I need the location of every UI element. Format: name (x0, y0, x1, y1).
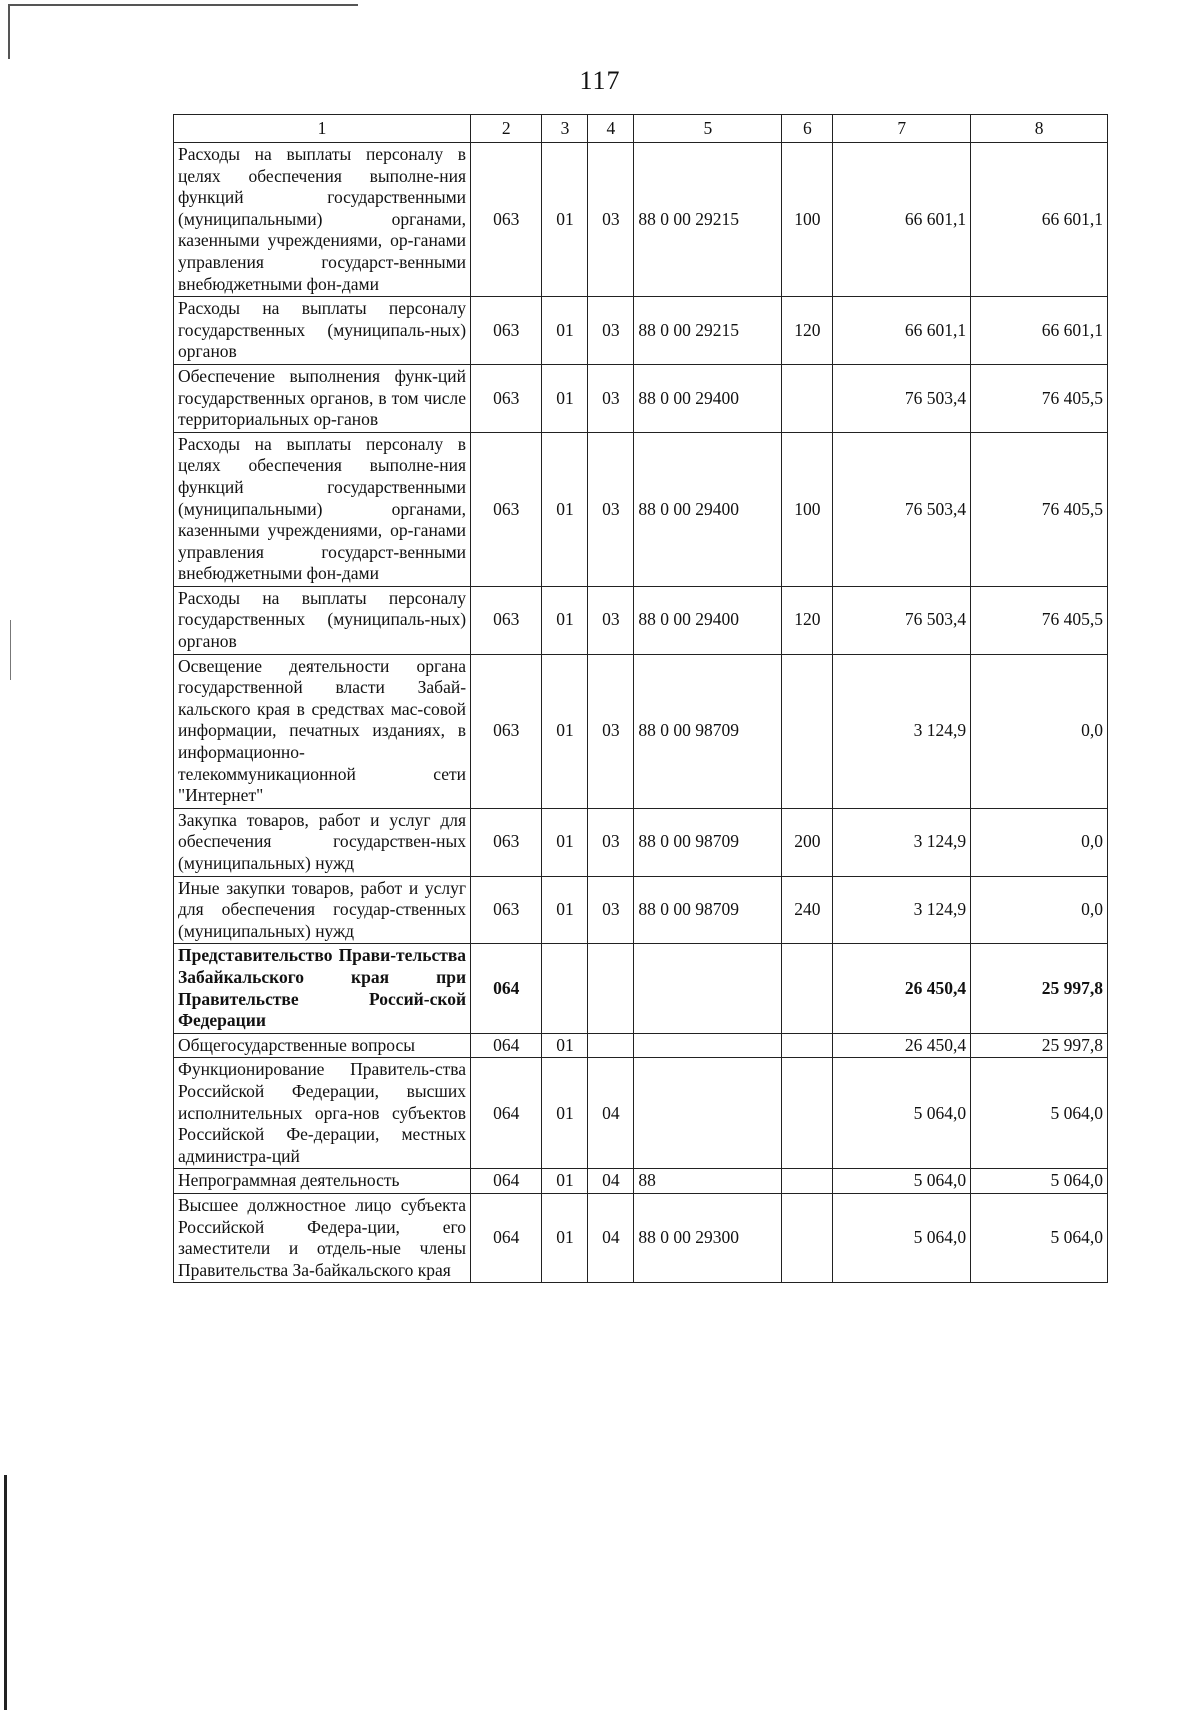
row-amount-executed: 5 064,0 (971, 1169, 1108, 1194)
row-subsection (588, 944, 634, 1033)
row-expense-type: 240 (782, 876, 833, 944)
row-amount-approved: 76 503,4 (833, 364, 971, 432)
row-amount-approved: 66 601,1 (833, 297, 971, 365)
row-target-article: 88 0 00 29400 (634, 586, 782, 654)
row-subsection: 03 (588, 432, 634, 586)
row-amount-executed: 25 997,8 (971, 1033, 1108, 1058)
row-subsection: 03 (588, 143, 634, 297)
header-col-5: 5 (634, 115, 782, 143)
row-section: 01 (542, 876, 588, 944)
row-section: 01 (542, 143, 588, 297)
row-name: Расходы на выплаты персоналу в целях обеспечения выполне-ния функций государственными (муниципальными) органами, казенными учреждениями, ор-ганами управления государст-венными внебюджетными фон-дами (174, 432, 471, 586)
row-target-article: 88 0 00 29400 (634, 432, 782, 586)
row-expense-type: 200 (782, 808, 833, 876)
row-admin-code: 063 (471, 297, 542, 365)
table-row (174, 297, 1108, 365)
row-admin-code: 063 (471, 654, 542, 808)
row-amount-executed: 76 405,5 (971, 586, 1108, 654)
row-admin-code: 063 (471, 364, 542, 432)
row-subsection: 04 (588, 1193, 634, 1282)
scan-mark (10, 620, 11, 680)
row-admin-code: 063 (471, 143, 542, 297)
row-admin-code: 064 (471, 1033, 542, 1058)
scan-edge-top (8, 4, 358, 6)
row-admin-code: 064 (471, 944, 542, 1033)
row-name: Обеспечение выполнения функ-ций государственных органов, в том числе территориальных ор-ганов (174, 364, 471, 432)
row-amount-executed: 66 601,1 (971, 143, 1108, 297)
table-row (174, 944, 1108, 1033)
row-target-article: 88 0 00 29300 (634, 1193, 782, 1282)
row-expense-type: 120 (782, 297, 833, 365)
row-target-article: 88 0 00 29215 (634, 143, 782, 297)
row-target-article: 88 0 00 98709 (634, 876, 782, 944)
row-amount-approved: 66 601,1 (833, 143, 971, 297)
row-amount-executed: 5 064,0 (971, 1193, 1108, 1282)
table-row (174, 876, 1108, 944)
header-row (174, 115, 1108, 143)
row-amount-approved: 3 124,9 (833, 876, 971, 944)
table-row (174, 654, 1108, 808)
row-subsection: 04 (588, 1058, 634, 1169)
row-amount-approved: 76 503,4 (833, 586, 971, 654)
header-col-1: 1 (174, 115, 471, 143)
table-row (174, 143, 1108, 297)
header-col-2: 2 (471, 115, 542, 143)
row-expense-type (782, 1169, 833, 1194)
row-section: 01 (542, 1033, 588, 1058)
row-target-article: 88 0 00 29215 (634, 297, 782, 365)
row-section: 01 (542, 297, 588, 365)
row-expense-type (782, 654, 833, 808)
row-name: Расходы на выплаты персоналу в целях обеспечения выполне-ния функций государственными (муниципальными) органами, казенными учреждениями, ор-ганами управления государст-венными внебюджетными фон-дами (174, 143, 471, 297)
row-section: 01 (542, 808, 588, 876)
header-col-7: 7 (833, 115, 971, 143)
row-admin-code: 064 (471, 1193, 542, 1282)
row-expense-type (782, 1033, 833, 1058)
row-target-article (634, 944, 782, 1033)
row-subsection: 03 (588, 297, 634, 365)
row-section: 01 (542, 586, 588, 654)
row-section: 01 (542, 364, 588, 432)
row-target-article (634, 1033, 782, 1058)
row-amount-executed: 0,0 (971, 808, 1108, 876)
row-amount-approved: 3 124,9 (833, 654, 971, 808)
row-expense-type (782, 364, 833, 432)
row-target-article: 88 0 00 98709 (634, 808, 782, 876)
table-row (174, 1033, 1108, 1058)
row-amount-approved: 5 064,0 (833, 1169, 971, 1194)
row-admin-code: 063 (471, 808, 542, 876)
row-amount-approved: 5 064,0 (833, 1058, 971, 1169)
row-amount-executed: 0,0 (971, 876, 1108, 944)
table-row (174, 432, 1108, 586)
table-row (174, 586, 1108, 654)
row-amount-executed: 0,0 (971, 654, 1108, 808)
row-section (542, 944, 588, 1033)
table-body (174, 143, 1108, 1283)
row-name: Расходы на выплаты персоналу государственных (муниципаль-ных) органов (174, 586, 471, 654)
row-expense-type: 100 (782, 432, 833, 586)
header-col-4: 4 (588, 115, 634, 143)
row-name: Общегосударственные вопросы (174, 1033, 471, 1058)
row-amount-approved: 3 124,9 (833, 808, 971, 876)
scan-edge-bar (4, 1475, 7, 1710)
row-subsection: 03 (588, 808, 634, 876)
row-amount-approved: 26 450,4 (833, 944, 971, 1033)
row-name: Функционирование Правитель-ства Российской Федерации, высших исполнительных орга-нов субъектов Российской Фе-дерации, местных администра-ций (174, 1058, 471, 1169)
row-section: 01 (542, 432, 588, 586)
row-name: Расходы на выплаты персоналу государственных (муниципаль-ных) органов (174, 297, 471, 365)
row-target-article (634, 1058, 782, 1169)
scan-edge-left (8, 4, 10, 59)
row-amount-approved: 26 450,4 (833, 1033, 971, 1058)
row-subsection: 03 (588, 876, 634, 944)
table-row (174, 1169, 1108, 1194)
row-admin-code: 064 (471, 1058, 542, 1169)
row-section: 01 (542, 1169, 588, 1194)
row-section: 01 (542, 1058, 588, 1169)
row-admin-code: 063 (471, 876, 542, 944)
table-row (174, 364, 1108, 432)
row-amount-executed: 76 405,5 (971, 364, 1108, 432)
header-col-6: 6 (782, 115, 833, 143)
page-number: 117 (579, 66, 621, 95)
row-amount-approved: 5 064,0 (833, 1193, 971, 1282)
row-admin-code: 063 (471, 432, 542, 586)
row-amount-approved: 76 503,4 (833, 432, 971, 586)
table-row (174, 1193, 1108, 1282)
row-amount-executed: 5 064,0 (971, 1058, 1108, 1169)
row-expense-type: 120 (782, 586, 833, 654)
row-amount-executed: 66 601,1 (971, 297, 1108, 365)
row-name: Иные закупки товаров, работ и услуг для обеспечения государ-ственных (муниципальных) нужд (174, 876, 471, 944)
row-subsection: 03 (588, 586, 634, 654)
row-subsection (588, 1033, 634, 1058)
row-name: Представительство Прави-тельства Забайкальского края при Правительстве Россий-ской Федерации (174, 944, 471, 1033)
row-name: Высшее должностное лицо субъекта Российской Федера-ции, его заместители и отдель-ные члены Правительства За-байкальского края (174, 1193, 471, 1282)
row-expense-type (782, 1058, 833, 1169)
row-subsection: 04 (588, 1169, 634, 1194)
row-admin-code: 063 (471, 586, 542, 654)
row-name: Непрограммная деятельность (174, 1169, 471, 1194)
row-target-article: 88 (634, 1169, 782, 1194)
row-amount-executed: 25 997,8 (971, 944, 1108, 1033)
header-col-3: 3 (542, 115, 588, 143)
row-amount-executed: 76 405,5 (971, 432, 1108, 586)
table-row (174, 808, 1108, 876)
row-admin-code: 064 (471, 1169, 542, 1194)
row-name: Освещение деятельности органа государственной власти Забай-кальского края в средствах мас-совой информации, печатных изданиях, в информационно-телекоммуникационной сети "Интернет" (174, 654, 471, 808)
budget-table (173, 114, 1108, 1283)
row-section: 01 (542, 1193, 588, 1282)
row-subsection: 03 (588, 654, 634, 808)
row-section: 01 (542, 654, 588, 808)
row-expense-type (782, 944, 833, 1033)
row-expense-type (782, 1193, 833, 1282)
row-target-article: 88 0 00 98709 (634, 654, 782, 808)
row-name: Закупка товаров, работ и услуг для обеспечения государствен-ных (муниципальных) нужд (174, 808, 471, 876)
table-row (174, 1058, 1108, 1169)
row-subsection: 03 (588, 364, 634, 432)
header-col-8: 8 (971, 115, 1108, 143)
row-target-article: 88 0 00 29400 (634, 364, 782, 432)
row-expense-type: 100 (782, 143, 833, 297)
